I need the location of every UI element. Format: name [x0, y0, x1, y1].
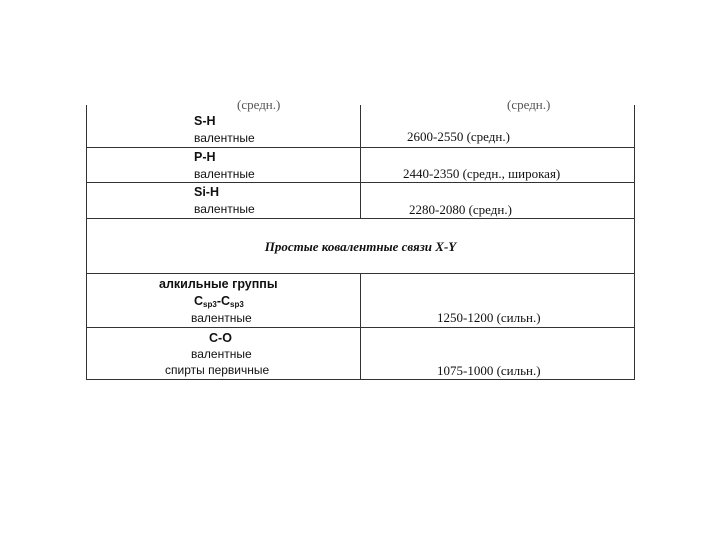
ir-frequency-table — [86, 97, 635, 380]
group-cell — [87, 328, 361, 379]
table-row — [87, 148, 634, 183]
vibration-subtype: спирты первичные — [165, 363, 270, 377]
vibration-type: валентные — [191, 311, 252, 325]
group-label: S-H — [194, 114, 216, 128]
group-cell — [87, 148, 361, 182]
vibration-type: валентные — [191, 347, 252, 361]
group-label: C-O — [209, 331, 232, 345]
frequency-cell — [361, 148, 634, 182]
frequency-value: 1250-1200 (сильн.) — [437, 310, 541, 325]
group-cell — [87, 183, 361, 218]
frequency-value: 2600-2550 (средн.) — [407, 129, 510, 144]
frequency-value: 2280-2080 (средн.) — [409, 202, 512, 217]
cut-text-left: (средн.) — [237, 97, 281, 112]
vibration-type: валентные — [194, 202, 255, 216]
frequency-cell — [361, 105, 634, 147]
table-row — [87, 274, 634, 328]
group-label: Si-H — [194, 185, 219, 199]
table-row — [87, 105, 634, 148]
section-title: Простые ковалентные связи X-Y — [264, 239, 457, 254]
frequency-cell — [361, 274, 634, 327]
vibration-type: валентные — [194, 131, 255, 145]
group-label: алкильные группы — [159, 277, 278, 291]
section-header-row — [87, 219, 634, 274]
frequency-cell — [361, 183, 634, 218]
formula-label: $C_{sp3}-C_{sp3}$ — [194, 294, 244, 309]
vibration-type: валентные — [194, 167, 255, 181]
frequency-cell — [361, 328, 634, 379]
group-label: P-H — [194, 150, 216, 164]
group-cell — [87, 274, 361, 327]
group-cell — [87, 105, 361, 147]
table-row — [87, 328, 634, 379]
cut-text-right: (средн.) — [507, 97, 551, 112]
frequency-value: 2440-2350 (средн., широкая) — [403, 166, 561, 181]
table-row — [87, 183, 634, 219]
frequency-value: 1075-1000 (сильн.) — [437, 363, 541, 378]
